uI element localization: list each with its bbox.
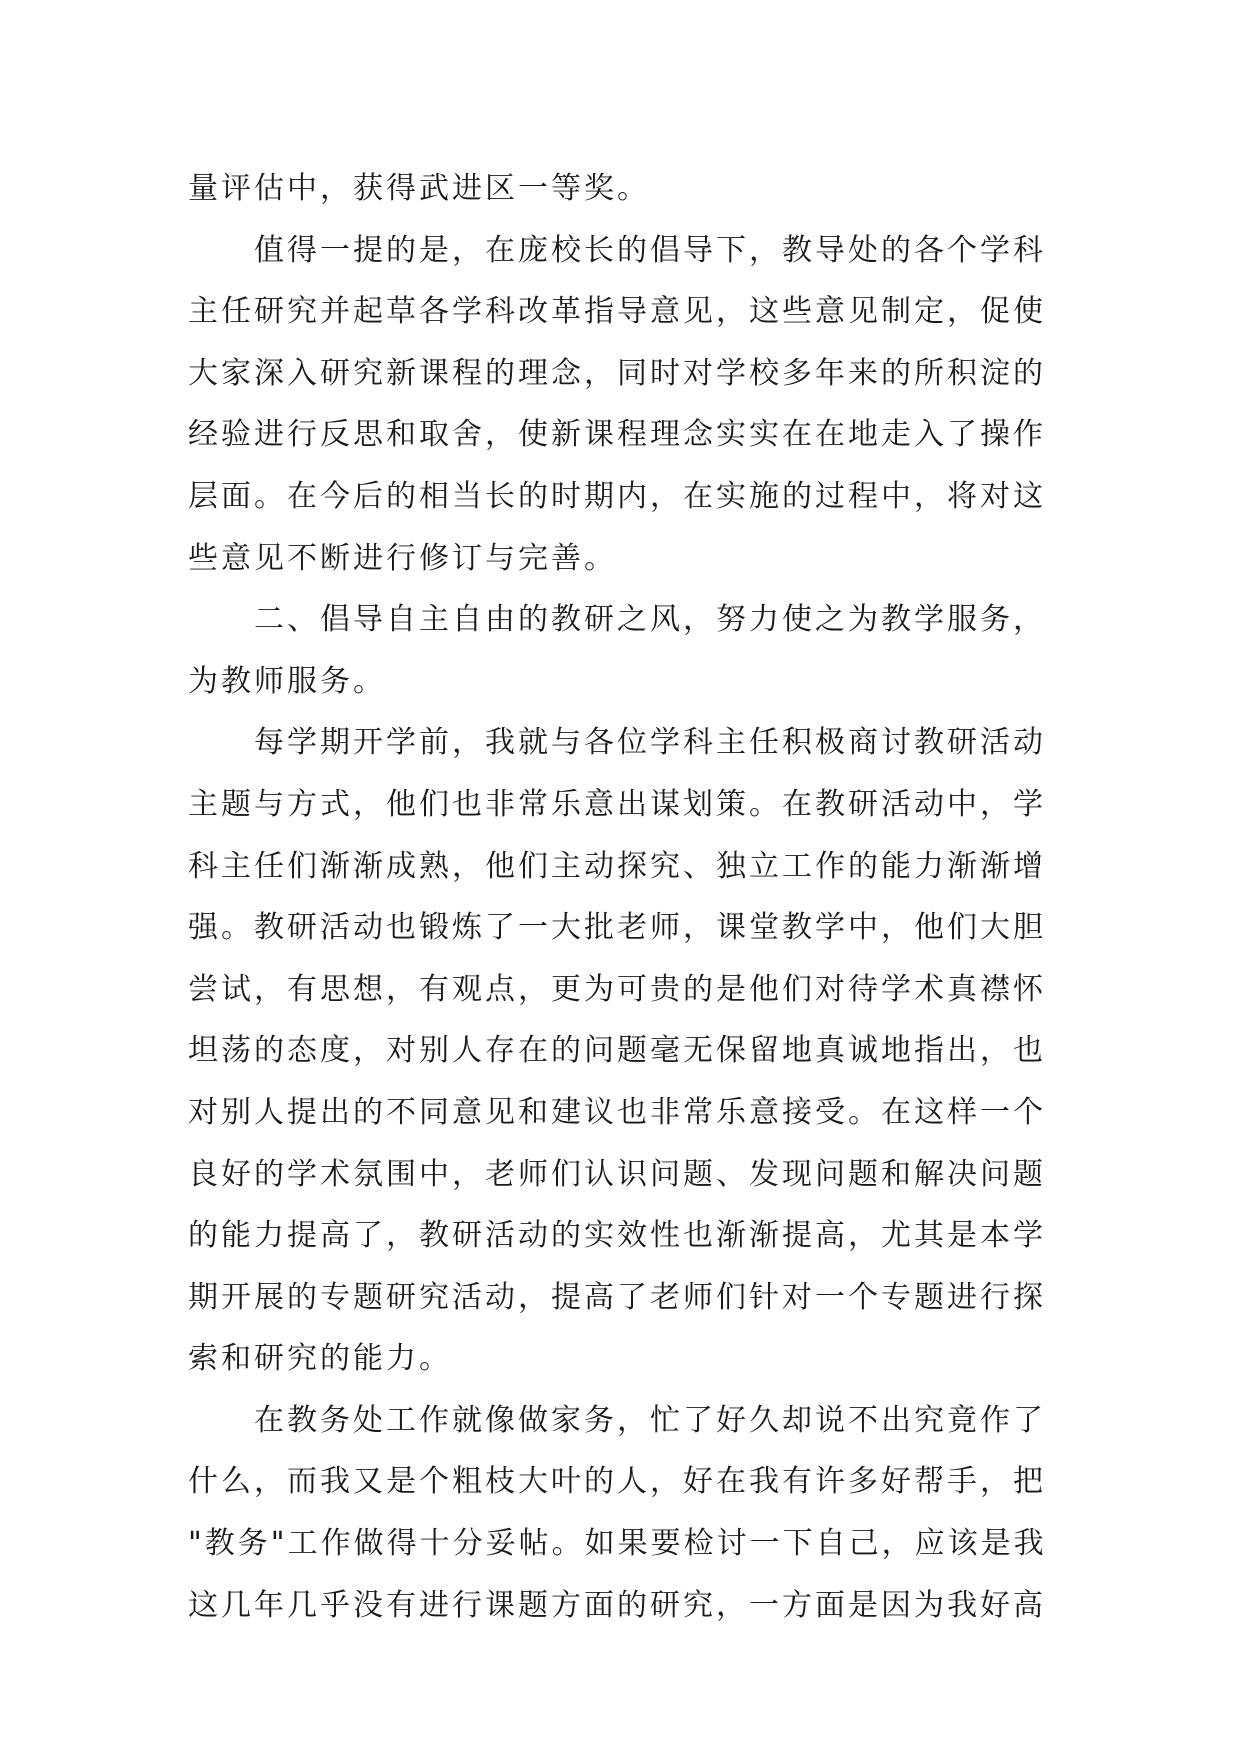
text-line: 经验进行反思和取舍，使新课程理念实实在在地走入了操作	[188, 417, 1046, 453]
text-line: "教务"工作做得十分妥帖。如果要检讨一下自己，应该是我	[188, 1526, 1047, 1562]
paragraph-start-line: 每学期开学前，我就与各位学科主任积极商讨教研活动	[254, 725, 1046, 761]
text-line: 的能力提高了，教研活动的实效性也渐渐提高，尤其是本学	[188, 1218, 1046, 1254]
text-line: 层面。在今后的相当长的时期内，在实施的过程中，将对这	[188, 478, 1046, 514]
section-heading-line: 二、倡导自主自由的教研之风，努力使之为教学服务，	[254, 602, 1046, 638]
text-line: 强。教研活动也锻炼了一大批老师，课堂教学中，他们大胆	[188, 910, 1046, 946]
text-line: 对别人提出的不同意见和建议也非常乐意接受。在这样一个	[188, 1094, 1046, 1130]
text-line: 尝试，有思想，有观点，更为可贵的是他们对待学术真襟怀	[188, 971, 1046, 1007]
paragraph-start-line: 值得一提的是，在庞校长的倡导下，教导处的各个学科	[254, 232, 1046, 268]
text-line: 这几年几乎没有进行课题方面的研究，一方面是因为我好高	[188, 1587, 1046, 1623]
text-line: 量评估中，获得武进区一等奖。	[188, 171, 650, 206]
text-line: 良好的学术氛围中，老师们认识问题、发现问题和解决问题	[188, 1156, 1046, 1192]
paragraph-start-line: 在教务处工作就像做家务，忙了好久却说不出究竟作了	[254, 1402, 1046, 1438]
section-heading-line: 为教师服务。	[188, 663, 386, 699]
text-line: 主任研究并起草各学科改革指导意见，这些意见制定，促使	[188, 294, 1046, 330]
text-line: 期开展的专题研究活动，提高了老师们针对一个专题进行探	[188, 1279, 1046, 1315]
text-line: 主题与方式，他们也非常乐意出谋划策。在教研活动中，学	[188, 786, 1046, 822]
text-line: 索和研究的能力。	[188, 1341, 452, 1377]
text-line: 些意见不断进行修订与完善。	[188, 540, 617, 576]
body-text	[188, 158, 1058, 1636]
text-line: 什么，而我又是个粗枝大叶的人，好在我有许多好帮手，把	[188, 1464, 1046, 1500]
text-line: 大家深入研究新课程的理念，同时对学校多年来的所积淀的	[188, 355, 1046, 391]
text-line: 科主任们渐渐成熟，他们主动探究、独立工作的能力渐渐增	[188, 848, 1046, 884]
text-line: 坦荡的态度，对别人存在的问题毫无保留地真诚地指出，也	[188, 1033, 1046, 1069]
